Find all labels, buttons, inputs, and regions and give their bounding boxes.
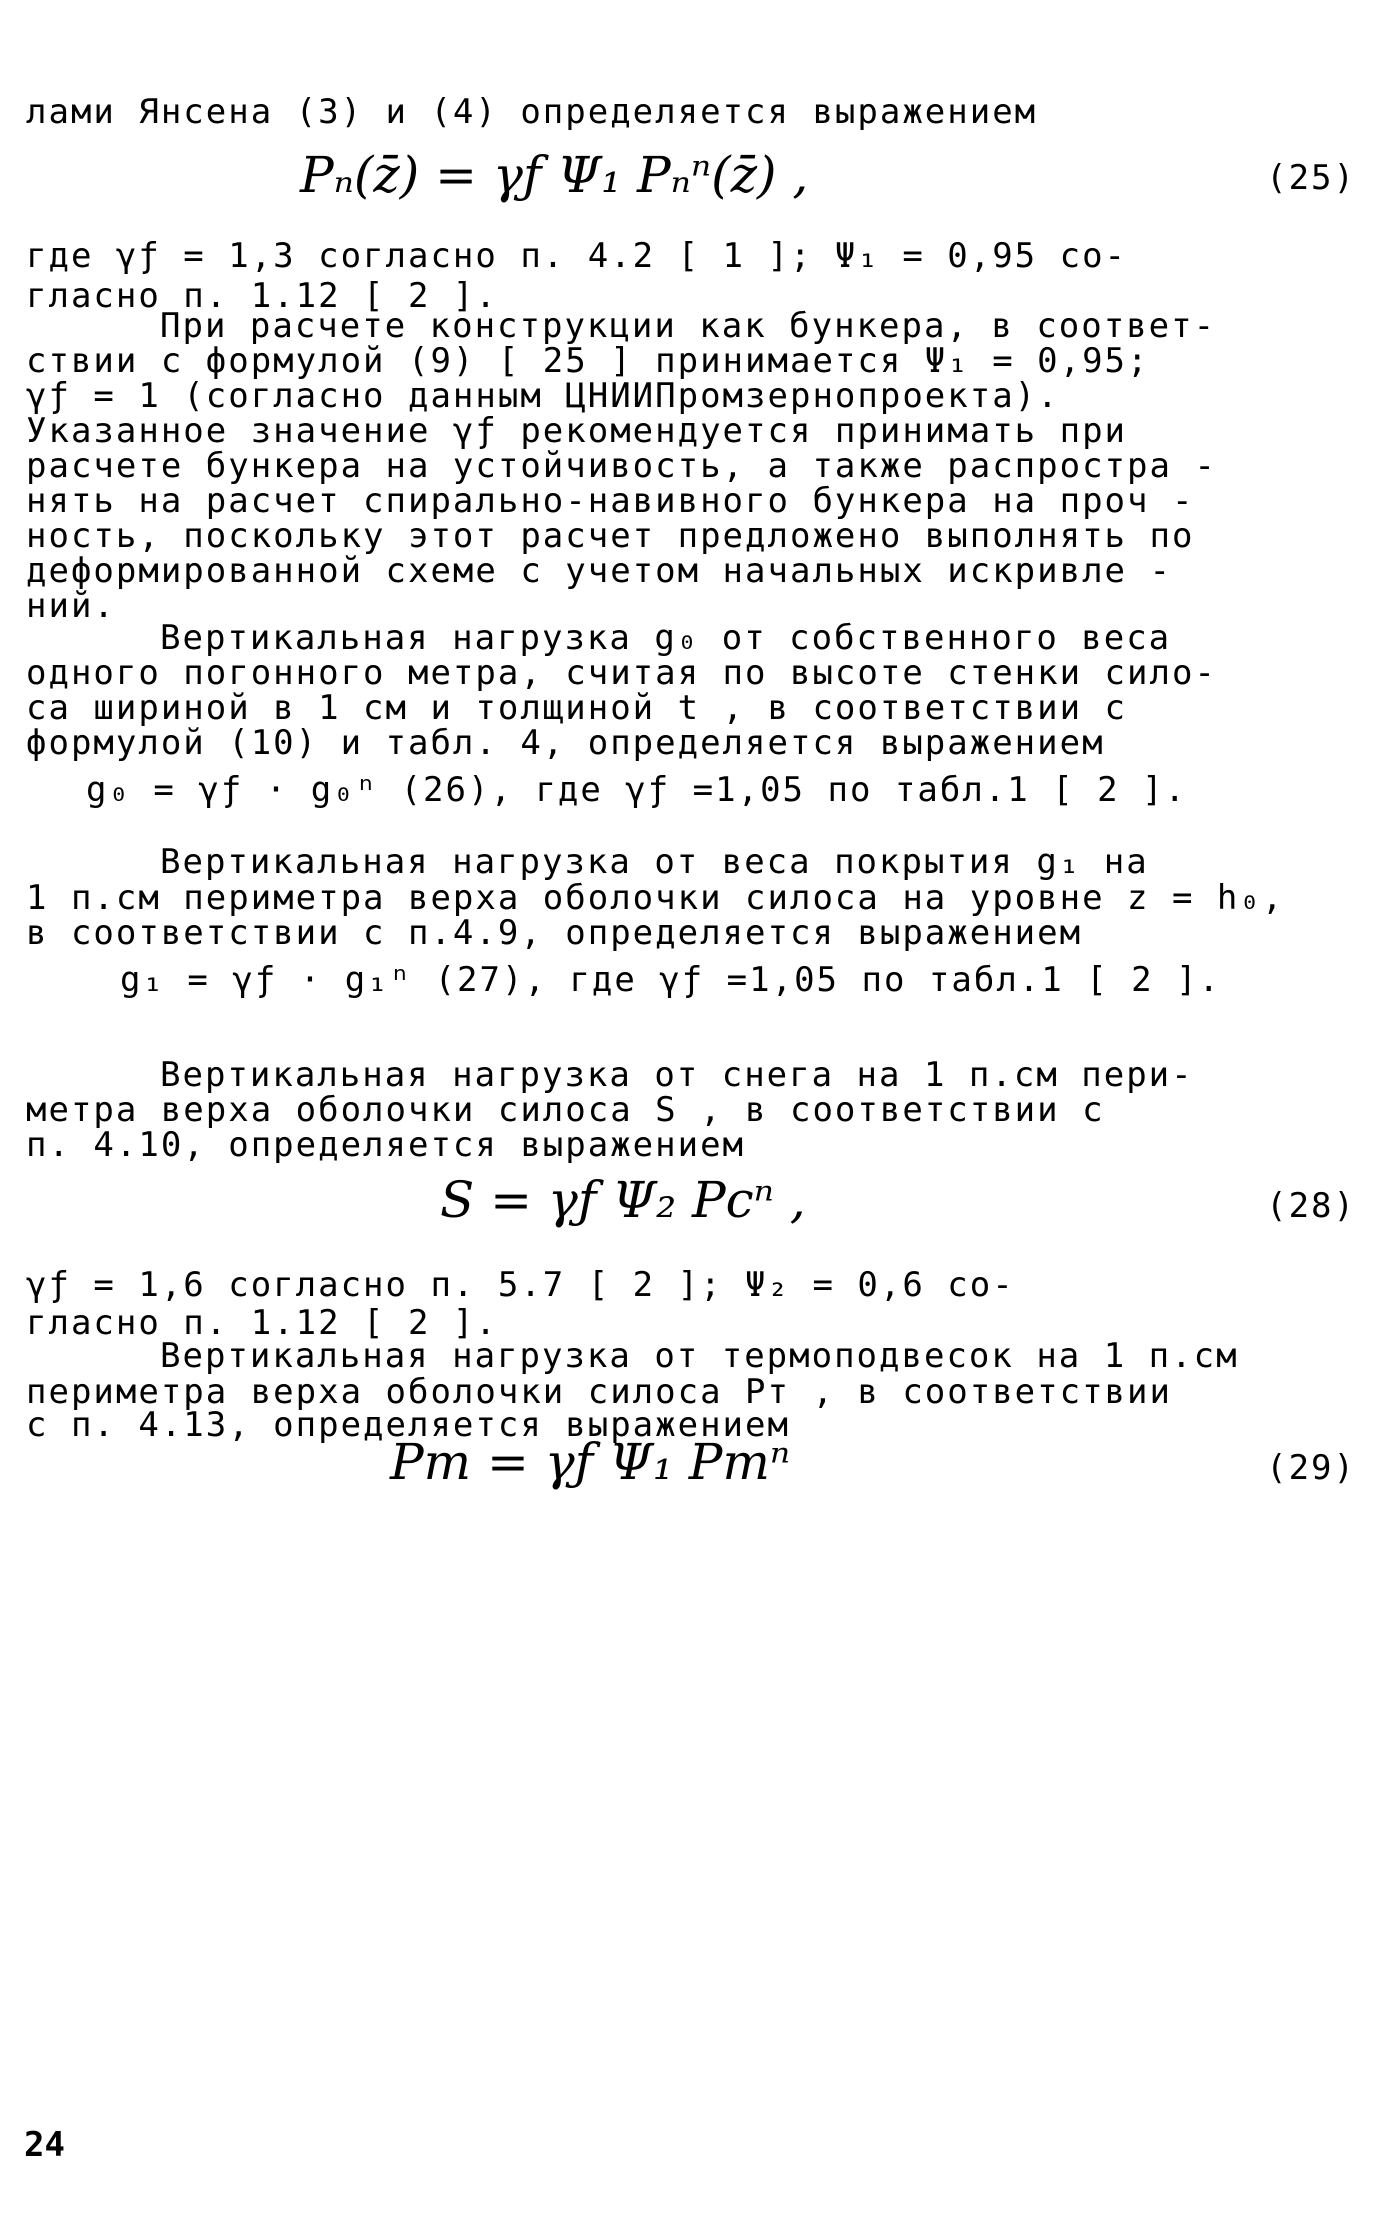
- text-line: с п. 4.13, определяется выражением: [26, 1405, 790, 1445]
- text-line: ность, поскольку этот расчет предложено выполнять по: [26, 516, 1195, 556]
- text-line: метра верха оболочки силоса S , в соответствии с: [26, 1090, 1105, 1130]
- equation-number: (29): [1266, 1448, 1356, 1488]
- text-line: нять на расчет спирально-навивного бункера на проч -: [26, 481, 1195, 521]
- text-line: Вертикальная нагрузка от веса покрытия g₁ на: [160, 842, 1149, 882]
- text-line: Указанное значение γƒ рекомендуется принимать при: [26, 411, 1128, 451]
- text-line: Вертикальная нагрузка от термоподвесок на 1 п.см: [160, 1336, 1239, 1376]
- text-line: Вертикальная нагрузка g₀ от собственного веса: [160, 618, 1172, 658]
- formula-28: S = γƒ Ψ₂ Pcⁿ ,: [440, 1171, 806, 1229]
- text-line: ний.: [26, 586, 116, 626]
- text-line: деформированной схеме с учетом начальных искривле -: [26, 551, 1172, 591]
- formula-27-line: g₁ = γƒ · g₁ⁿ (27), где γƒ =1,05 по табл.1 [ 2 ].: [120, 960, 1222, 1000]
- text-line: 1 п.см периметра верха оболочки силоса на уровне z = h₀,: [26, 878, 1285, 918]
- text-line: одного погонного метра, считая по высоте стенки сило-: [26, 653, 1217, 693]
- text-line: в соответствии с п.4.9, определяется выражением: [26, 913, 1083, 953]
- text-line: γƒ = 1 (согласно данным ЦНИИПромзернопроекта).: [26, 376, 1060, 416]
- text-line: са шириной в 1 см и толщиной t , в соответствии с: [26, 688, 1128, 728]
- formula-29: Pт = γƒ Ψ₁ Pтⁿ: [390, 1433, 791, 1491]
- text-line: При расчете конструкции как бункера, в соответ-: [160, 306, 1217, 346]
- text-line: периметра верха оболочки силоса Pт , в соответствии: [26, 1372, 1172, 1412]
- text-line: лами Янсена (3) и (4) определяется выражением: [26, 92, 1038, 132]
- text-line: расчете бункера на устойчивость, а также распростра -: [26, 446, 1217, 486]
- page-number: 24: [24, 2125, 65, 2165]
- formula-26-line: g₀ = γƒ · g₀ⁿ (26), где γƒ =1,05 по табл.1 [ 2 ].: [86, 770, 1188, 810]
- text-line: гласно п. 1.12 [ 2 ].: [26, 1303, 498, 1343]
- equation-number: (28): [1266, 1186, 1356, 1226]
- equation-number: (25): [1266, 158, 1356, 198]
- text-line: формулой (10) и табл. 4, определяется выражением: [26, 723, 1105, 763]
- text-line: γƒ = 1,6 согласно п. 5.7 [ 2 ]; Ψ₂ = 0,6 со-: [26, 1265, 1015, 1305]
- text-line: ствии с формулой (9) [ 25 ] принимается Ψ₁ = 0,95;: [26, 341, 1150, 381]
- text-line: гласно п. 1.12 [ 2 ].: [26, 276, 498, 316]
- text-line: Вертикальная нагрузка от снега на 1 п.см пери-: [160, 1055, 1194, 1095]
- formula-25: Pₙ(z̄) = γƒ Ψ₁ Pₙⁿ(z̄) ,: [300, 146, 809, 204]
- text-line: п. 4.10, определяется выражением: [26, 1125, 746, 1165]
- text-line: где γƒ = 1,3 согласно п. 4.2 [ 1 ]; Ψ₁ = 0,95 со-: [26, 236, 1128, 276]
